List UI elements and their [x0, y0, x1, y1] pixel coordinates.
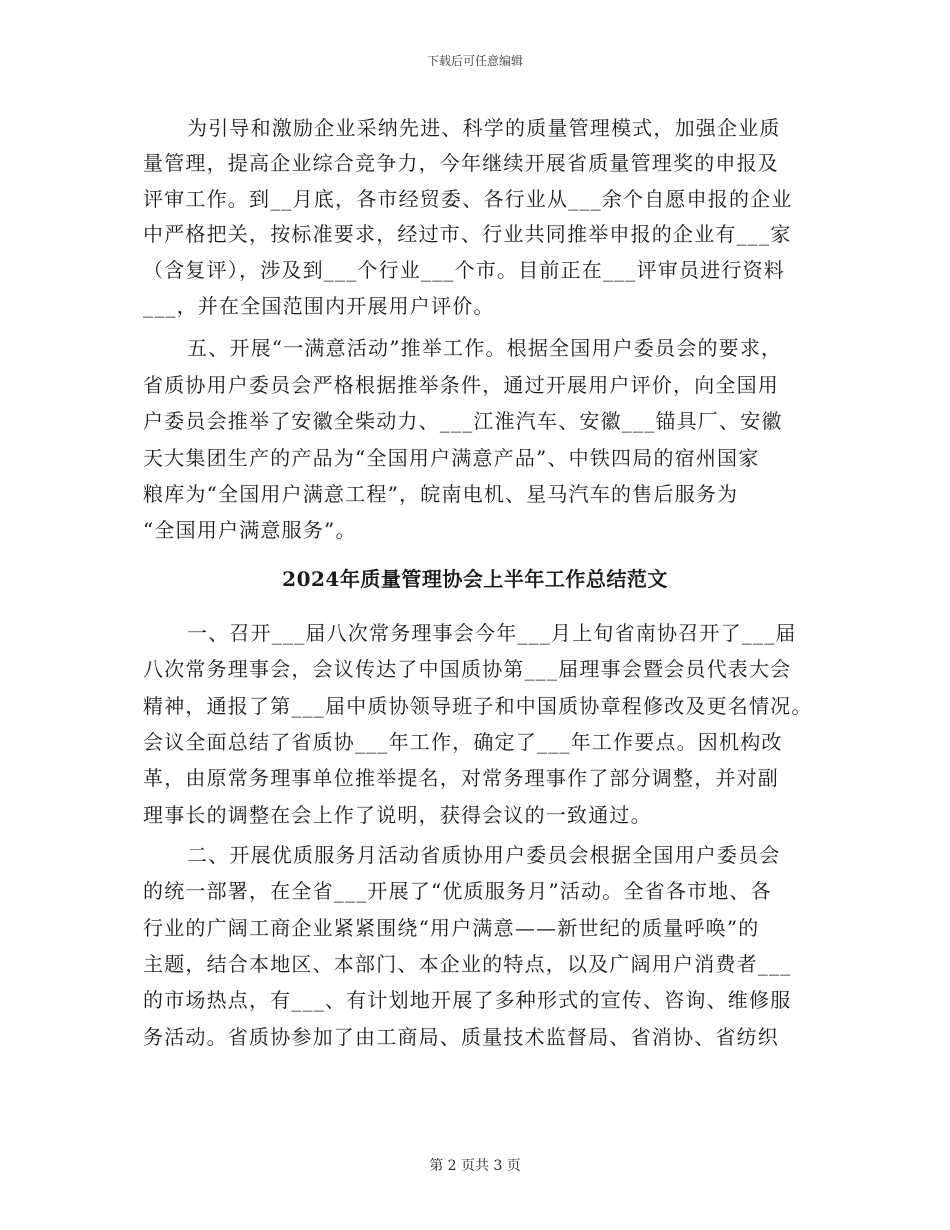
paragraph-line: 一、召开___届八次常务理事会今年___月上旬省南协召开了___届	[187, 621, 797, 645]
paragraph-line: 粮库为“全国用户满意工程”，皖南电机、星马汽车的售后服务为	[143, 482, 739, 506]
paragraph-line: 行业的广阔工商企业紧紧围绕“用户满意——新世纪的质量呼唤”的	[143, 916, 760, 940]
paragraph-line: ___，并在全国范围内开展用户评价。	[143, 294, 495, 318]
paragraph-line: 会议全面总结了省质协___年工作，确定了___年工作要点。因机构改	[143, 730, 783, 754]
paragraph-line: 的统一部署，在全省___开展了“优质服务月”活动。全省各市地、各	[143, 879, 772, 903]
paragraph-line: 主题，结合本地区、本部门、本企业的特点，以及广阔用户消费者___	[143, 952, 792, 976]
paragraph-line: 天大集团生产的产品为“全国用户满意产品”、中铁四局的宿州国家	[143, 446, 760, 470]
page-header: 下载后可任意编辑	[426, 54, 523, 68]
paragraph-line: 二、开展优质服务月活动省质协用户委员会根据全国用户委员会	[187, 843, 781, 867]
paragraph-line: 五、开展“一满意活动”推举工作。根据全国用户委员会的要求，	[187, 336, 783, 360]
section-title: 2024年质量管理协会上半年工作总结范文	[282, 567, 668, 591]
paragraph-line: 省质协用户委员会严格根据推举条件，通过开展用户评价，向全国用	[143, 373, 779, 397]
paragraph-line: 精神，通报了第___届中质协领导班子和中国质协章程修改及更名情况。	[143, 694, 813, 718]
paragraph-line: 量管理，提高企业综合竞争力，今年继续开展省质量管理奖的申报及	[143, 151, 779, 175]
paragraph-line: 革，由原常务理事单位推举提名，对常务理事作了部分调整，并对副	[143, 766, 779, 790]
paragraph-line: 的市场热点，有___、有计划地开展了多种形式的宣传、咨询、维修服	[143, 988, 792, 1012]
paragraph-line: 中严格把关，按标准要求，经过市、行业共同推举申报的企业有___家	[143, 222, 792, 246]
paragraph-line: （含复评），涉及到___个行业___个市。目前正在___评审员进行资料	[143, 258, 785, 282]
paragraph-line: 务活动。省质协参加了由工商局、质量技术监督局、省消协、省纺织	[143, 1025, 779, 1049]
paragraph-line: 户委员会推举了安徽全柴动力、___江淮汽车、安徽___锚具厂、安徽	[143, 409, 783, 433]
paragraph-line: 评审工作。到__月底，各市经贸委、各行业从___余个自愿申报的企业	[143, 187, 793, 211]
paragraph-line: 为引导和激励企业采纳先进、科学的质量管理模式，加强企业质	[187, 116, 781, 140]
paragraph-line: 八次常务理事会，会议传达了中国质协第___届理事会暨会员代表大会	[143, 657, 792, 681]
paragraph-line: 理事长的调整在会上作了说明，获得会议的一致通过。	[143, 803, 652, 827]
page-footer: 第 2 页共 3 页	[429, 1158, 521, 1174]
paragraph-line: “全国用户满意服务”。	[143, 518, 357, 542]
